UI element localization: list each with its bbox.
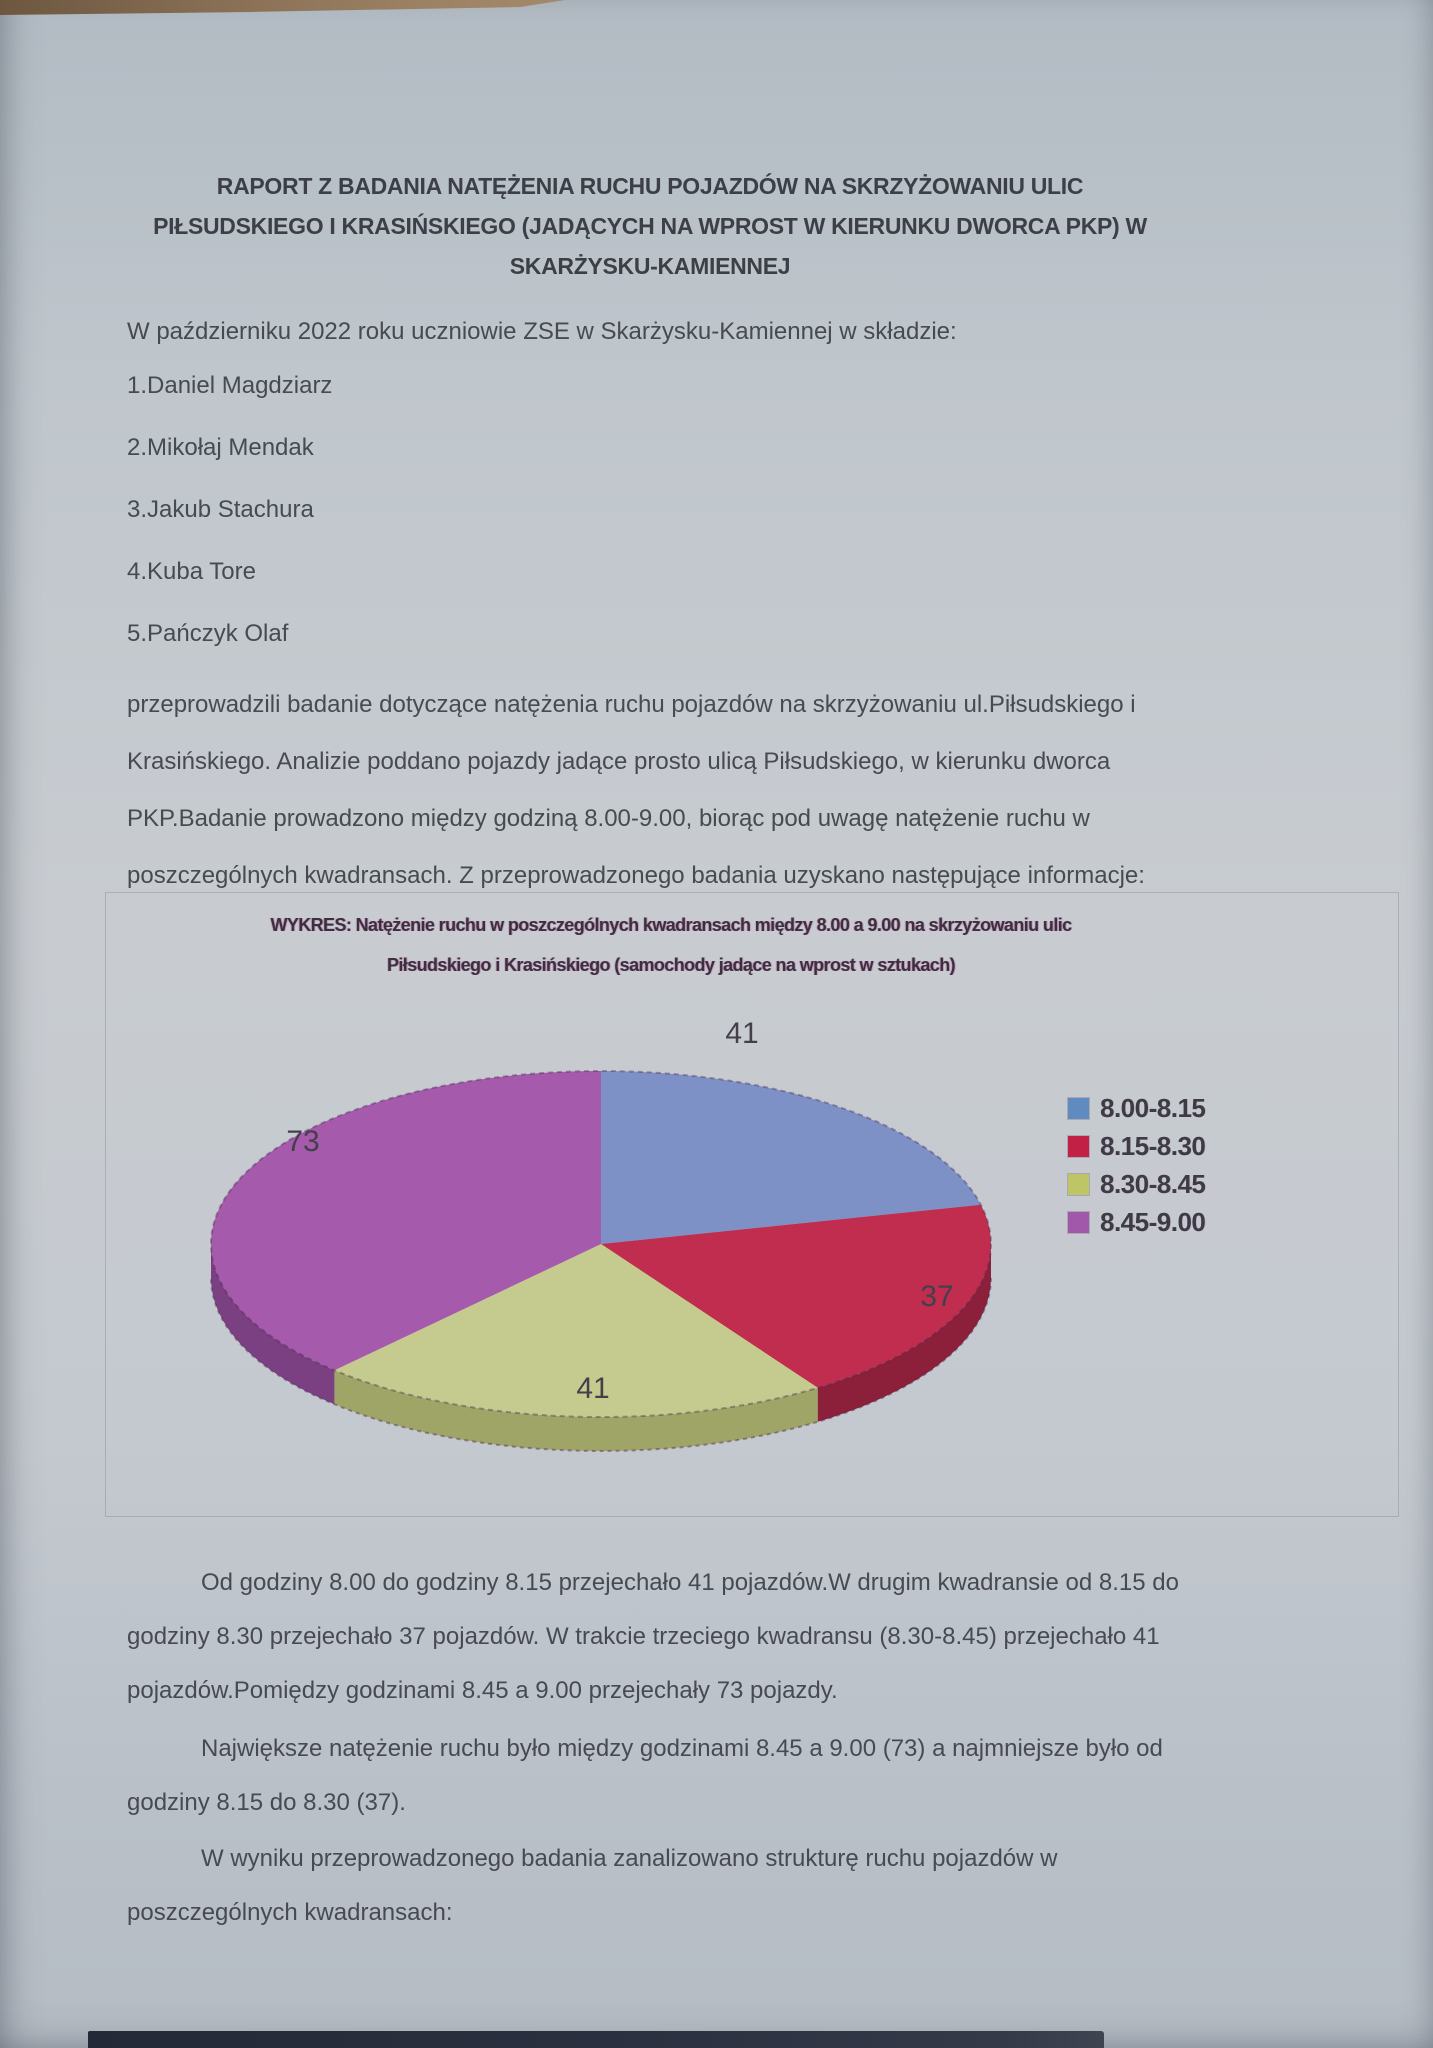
chart-area	[105, 892, 1399, 1517]
paragraph-line: W wyniku przeprowadzonego badania zanalizowano strukturę ruchu pojazdów w	[201, 1845, 1058, 1872]
chart-title-line: Piłsudskiego i Krasińskiego (samochody jadące na wprost w sztukach)	[387, 955, 955, 975]
paragraph-line: Największe natężenie ruchu było między godzinami 8.45 a 9.00 (73) a najmniejsze było od	[201, 1735, 1163, 1762]
legend-swatch-icon	[1068, 1098, 1089, 1119]
study-description-paragraph	[127, 676, 1145, 904]
team-member-list	[127, 372, 332, 682]
pie-data-label: 41	[576, 1372, 610, 1405]
paragraph-line: PKP.Badanie prowadzono między godziną 8.00-9.00, biorąc pod uwagę natężenie ruchu w	[127, 805, 1090, 832]
legend-swatch-icon	[1068, 1136, 1089, 1157]
table-edge-background	[0, 0, 600, 16]
chart-title-line: WYKRES: Natężenie ruchu w poszczególnych kwadransach między 8.00 a 9.00 na skrzyżowaniu ulic	[270, 915, 1072, 935]
list-item: 2.Mikołaj Mendak	[127, 434, 314, 461]
report-title-line: SKARŻYSKU-KAMIENNEJ	[509, 253, 791, 279]
paragraph-line: godziny 8.15 do 8.30 (37).	[127, 1789, 406, 1816]
paragraph-line: Krasińskiego. Analizie poddano pojazdy jadące prosto ulicą Piłsudskiego, w kierunku dworca	[127, 748, 1111, 775]
minmax-paragraph	[127, 1722, 1163, 1830]
list-item: 1.Daniel Magdziarz	[127, 372, 333, 399]
legend-swatch-icon	[1068, 1174, 1089, 1195]
legend-label: 8.15-8.30	[1100, 1130, 1206, 1161]
findings-paragraph	[127, 1556, 1179, 1718]
pie-data-label: 41	[725, 1017, 759, 1050]
report-title-line: RAPORT Z BADANIA NATĘŻENIA RUCHU POJAZDÓW NA SKRZYŻOWANIU ULIC	[216, 173, 1084, 199]
pie-data-label: 37	[920, 1280, 954, 1313]
pie-data-label: 73	[286, 1125, 320, 1158]
paragraph-line: pojazdów.Pomiędzy godzinami 8.45 a 9.00 przejechały 73 pojazdy.	[127, 1677, 838, 1704]
list-item: 4.Kuba Tore	[127, 558, 256, 585]
legend-swatch-icon	[1068, 1212, 1089, 1233]
paragraph-line: godziny 8.30 przejechało 37 pojazdów. W trakcie trzeciego kwadransu (8.30-8.45) przejechało 41	[127, 1623, 1160, 1650]
legend-label: 8.00-8.15	[1100, 1092, 1206, 1123]
chart-legend	[1068, 1089, 1205, 1241]
list-item: 3.Jakub Stachura	[127, 496, 314, 523]
report-title-line: PIŁSUDSKIEGO I KRASIŃSKIEGO (JADĄCYCH NA WPROST W KIERUNKU DWORCA PKP) W	[153, 213, 1147, 239]
list-item: 5.Pańczyk Olaf	[127, 620, 289, 647]
legend-item	[1068, 1203, 1205, 1241]
intro-sentence: W październiku 2022 roku uczniowie ZSE w Skarżysku-Kamiennej w składzie:	[127, 318, 957, 345]
paragraph-line: przeprowadzili badanie dotyczące natężenia ruchu pojazdów na skrzyżowaniu ul.Piłsudskiego i	[127, 691, 1136, 718]
paragraph-line: Od godziny 8.00 do godziny 8.15 przejechało 41 pojazdów.W drugim kwadransie od 8.15 do	[201, 1569, 1179, 1596]
dark-edge-bottom	[88, 2031, 1104, 2048]
paragraph-line: poszczególnych kwadransach. Z przeprowadzonego badania uzyskano następujące informacje:	[127, 862, 1145, 889]
legend-label: 8.30-8.45	[1100, 1168, 1206, 1199]
paragraph-line: poszczególnych kwadransach:	[127, 1899, 453, 1926]
legend-label: 8.45-9.00	[1100, 1206, 1206, 1237]
report-title	[40, 166, 1260, 286]
structure-paragraph	[127, 1832, 1057, 1940]
legend-item	[1068, 1165, 1205, 1203]
legend-item	[1068, 1127, 1205, 1165]
legend-item	[1068, 1089, 1205, 1127]
